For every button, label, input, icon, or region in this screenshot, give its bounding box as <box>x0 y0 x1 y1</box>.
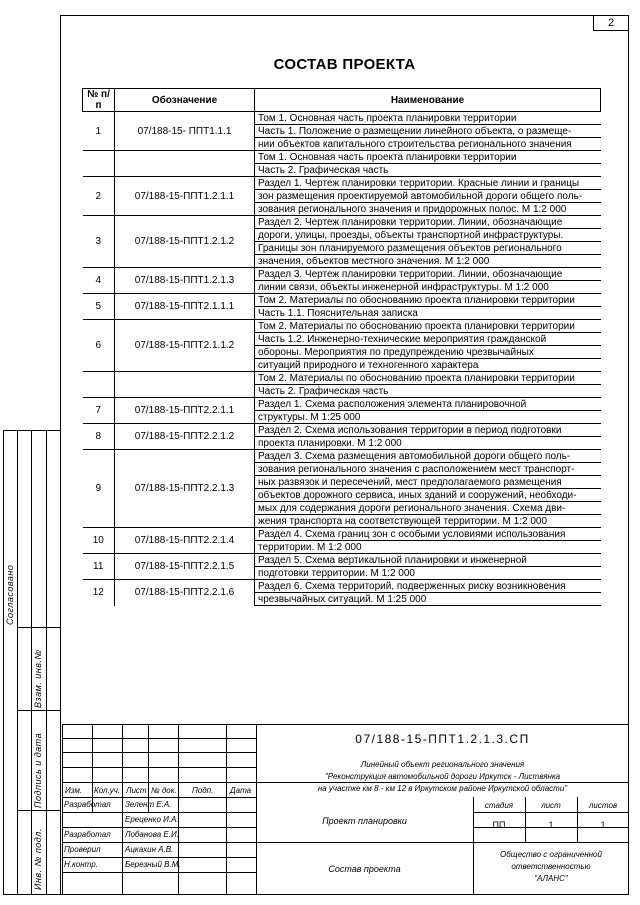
org-line-1: Общество с ограниченной <box>500 850 602 859</box>
row-code: 07/188-15-ППТ2.2.1.6 <box>115 580 255 606</box>
table-row <box>83 320 601 333</box>
row-name-line: Часть 1.2. Инженерно-технические мероприятия гражданской <box>255 333 601 346</box>
row-name-line: Раздел 3. Чертеж планировки территории. Линии, обозначающие <box>255 268 601 281</box>
row-number: 3 <box>83 216 115 268</box>
row-name-line: Раздел 6. Схема территорий, подверженных риску возникновения <box>255 580 601 593</box>
header-num: № п/п <box>83 89 115 112</box>
row-name-line: Раздел 1. Схема расположения элемента планировочной <box>255 398 601 411</box>
row-code <box>115 372 255 398</box>
sheet-label: лист <box>541 801 561 810</box>
row-number: 8 <box>83 424 115 450</box>
row-code: 07/188-15-ППТ2.2.1.2 <box>115 424 255 450</box>
col-sign: Подп. <box>192 786 214 795</box>
row-number: 6 <box>83 320 115 372</box>
row-name-line: обороны. Мероприятия по предупреждению чрезвычайных <box>255 346 601 359</box>
inv-orig-label: Инв. № подл. <box>33 828 43 890</box>
row-name-line: ситуаций природного и техногенного характера <box>255 359 601 372</box>
row-name-line: Том 1. Основная часть проекта планировки территории <box>255 112 601 125</box>
name-3: Лобанова Е.И. <box>125 830 179 839</box>
composition-table <box>82 88 601 606</box>
row-name-line: Раздел 2. Чертеж планировки территории. Линии, обозначающие <box>255 216 601 229</box>
object-line-1: Линейный объект регионального значения <box>360 760 525 769</box>
role-3: Разработал <box>64 830 111 839</box>
row-number: 7 <box>83 398 115 424</box>
row-name-line: проекта планировки. М 1:2 000 <box>255 437 601 450</box>
role-5: Н.контр. <box>64 860 98 869</box>
row-name-line: Часть 1. Положение о размещении линейного объекта, о размеще- <box>255 125 601 138</box>
row-number: 11 <box>83 554 115 580</box>
name-2: Ереценко И.А. <box>125 815 179 824</box>
stage-value: ПП <box>492 820 506 830</box>
row-name-line: Раздел 5. Схема вертикальной планировки и инженерной <box>255 554 601 567</box>
org-line-3: "АЛАНС" <box>534 874 568 883</box>
org-line-2: ответственностью <box>511 862 591 871</box>
table-row <box>83 554 601 567</box>
table-row <box>83 216 601 229</box>
row-name-line: нии объектов капитального строительства регионального значения <box>255 138 601 151</box>
sign-date-label: Подпись и дата <box>33 732 43 808</box>
table-row <box>83 528 601 541</box>
row-name-line: дороги, улицы, проезды, объекты транспортной инфраструктуры. <box>255 229 601 242</box>
row-number <box>83 372 115 398</box>
row-number: 2 <box>83 177 115 216</box>
row-code: 07/188-15-ППТ1.2.1.3 <box>115 268 255 294</box>
row-code: 07/188-15-ППТ2.1.1.1 <box>115 294 255 320</box>
table-row <box>83 268 601 281</box>
row-name-line: ных развязок и пересечений, мест предполагаемого размещения <box>255 476 601 489</box>
project-name: Проект планировки <box>322 816 407 826</box>
col-date: Дата <box>230 786 252 795</box>
object-line-2: "Реконструкция автомобильной дороги Иркутск - Листвянка <box>324 772 561 781</box>
table-row <box>83 450 601 463</box>
table-row <box>83 424 601 437</box>
row-name-line: подготовки территории. М 1:2 000 <box>255 567 601 580</box>
doc-number: 07/188-15-ППТ1.2.1.3.СП <box>355 732 530 746</box>
object-line-3: на участке км 8 - км 12 в Иркутском районе Иркутской области" <box>317 784 568 793</box>
col-izm: Изм. <box>65 786 83 795</box>
name-1: Зелент Е.А. <box>125 800 172 809</box>
section-name: Состав проекта <box>328 864 401 874</box>
header-code: Обозначение <box>115 89 255 112</box>
row-name-line: Раздел 4. Схема границ зон с особыми условиями использования <box>255 528 601 541</box>
row-code: 07/188-15-ППТ2.2.1.4 <box>115 528 255 554</box>
name-4: Ацкахин А.В. <box>125 845 174 854</box>
table-row <box>83 372 601 385</box>
row-number: 4 <box>83 268 115 294</box>
row-name-line: линии связи, объекты инженерной инфраструктуры. М 1:2 000 <box>255 281 601 294</box>
row-name-line: Раздел 3. Схема размещения автомобильной дороги общего поль- <box>255 450 601 463</box>
row-name-line: объектов дорожного сервиса, иных зданий и сооружений, необходи- <box>255 489 601 502</box>
header-name: Наименование <box>255 89 601 112</box>
row-code: 07/188-15-ППТ2.2.1.1 <box>115 398 255 424</box>
sheet-value: 1 <box>548 820 554 830</box>
side-strip <box>3 430 60 895</box>
row-name-line: мых для содержания дороги регионального значения. Схема дви- <box>255 502 601 515</box>
row-name-line: Том 2. Материалы по обоснованию проекта планировки территории <box>255 320 601 333</box>
agreed-label: Согласовано <box>5 564 15 625</box>
page-title: СОСТАВ ПРОЕКТА <box>273 56 416 73</box>
row-code: 07/188-15- ППТ1.1.1 <box>115 112 255 151</box>
row-number: 9 <box>83 450 115 528</box>
row-code: 07/188-15-ППТ1.2.1.1 <box>115 177 255 216</box>
row-number: 12 <box>83 580 115 606</box>
row-number: 5 <box>83 294 115 320</box>
row-code: 07/188-15-ППТ2.2.1.3 <box>115 450 255 528</box>
inv-replaced-label: Взам. инв.№ <box>33 649 43 708</box>
stage-label: стадия <box>484 801 514 810</box>
row-name-line: чрезвычайных ситуаций. М 1:25 000 <box>255 593 601 606</box>
row-name-line: Часть 1.1. Пояснительная записка <box>255 307 601 320</box>
table-row <box>83 398 601 411</box>
col-list: Лист <box>126 786 147 795</box>
table-row <box>83 177 601 190</box>
row-name-line: территории. М 1:2 000 <box>255 541 601 554</box>
col-doc: № док. <box>151 786 177 795</box>
row-number <box>83 151 115 177</box>
row-code: 07/188-15-ППТ2.2.1.5 <box>115 554 255 580</box>
row-code <box>115 151 255 177</box>
sheets-value: 1 <box>600 820 606 830</box>
row-number: 10 <box>83 528 115 554</box>
row-name-line: Том 2. Материалы по обоснованию проекта планировки территории <box>255 372 601 385</box>
row-name-line: зон размещения проектируемой автомобильной дороги общего поль- <box>255 190 601 203</box>
table-row <box>83 294 601 307</box>
page-number: 2 <box>593 15 629 31</box>
row-name-line: структуры. М 1:25 000 <box>255 411 601 424</box>
name-5: Березный В.М. <box>125 860 181 869</box>
row-name-line: зования регионального значения и придорожных полос. М 1:2 000 <box>255 203 601 216</box>
row-name-line: значения, объектов местного значения. М 1:2 000 <box>255 255 601 268</box>
table-row <box>83 112 601 125</box>
row-name-line: Том 2. Материалы по обоснованию проекта планировки территории <box>255 294 601 307</box>
row-number: 1 <box>83 112 115 151</box>
title-block <box>62 724 629 895</box>
row-name-line: Раздел 1. Чертеж планировки территории. Красные линии и границы <box>255 177 601 190</box>
role-4: Проверил <box>64 845 101 854</box>
row-name-line: зования регионального значения с расположением мест транспорт- <box>255 463 601 476</box>
table-row <box>83 580 601 593</box>
table-row <box>83 151 601 164</box>
role-1: Разработал <box>64 800 111 809</box>
row-code: 07/188-15-ППТ2.1.1.2 <box>115 320 255 372</box>
row-name-line: Часть 2. Графическая часть <box>255 385 601 398</box>
row-name-line: Том 1. Основная часть проекта планировки территории <box>255 151 601 164</box>
row-name-line: Границы зон планируемого размещения объектов регионального <box>255 242 601 255</box>
sheets-label: листов <box>588 801 618 810</box>
col-kolch: Кол.уч. <box>94 786 121 795</box>
row-name-line: жения транспорта на соответствующей территории. М 1:2 000 <box>255 515 601 528</box>
row-code: 07/188-15-ППТ1.2.1.2 <box>115 216 255 268</box>
row-name-line: Часть 2. Графическая часть <box>255 164 601 177</box>
row-name-line: Раздел 2. Схема использования территории в период подготовки <box>255 424 601 437</box>
